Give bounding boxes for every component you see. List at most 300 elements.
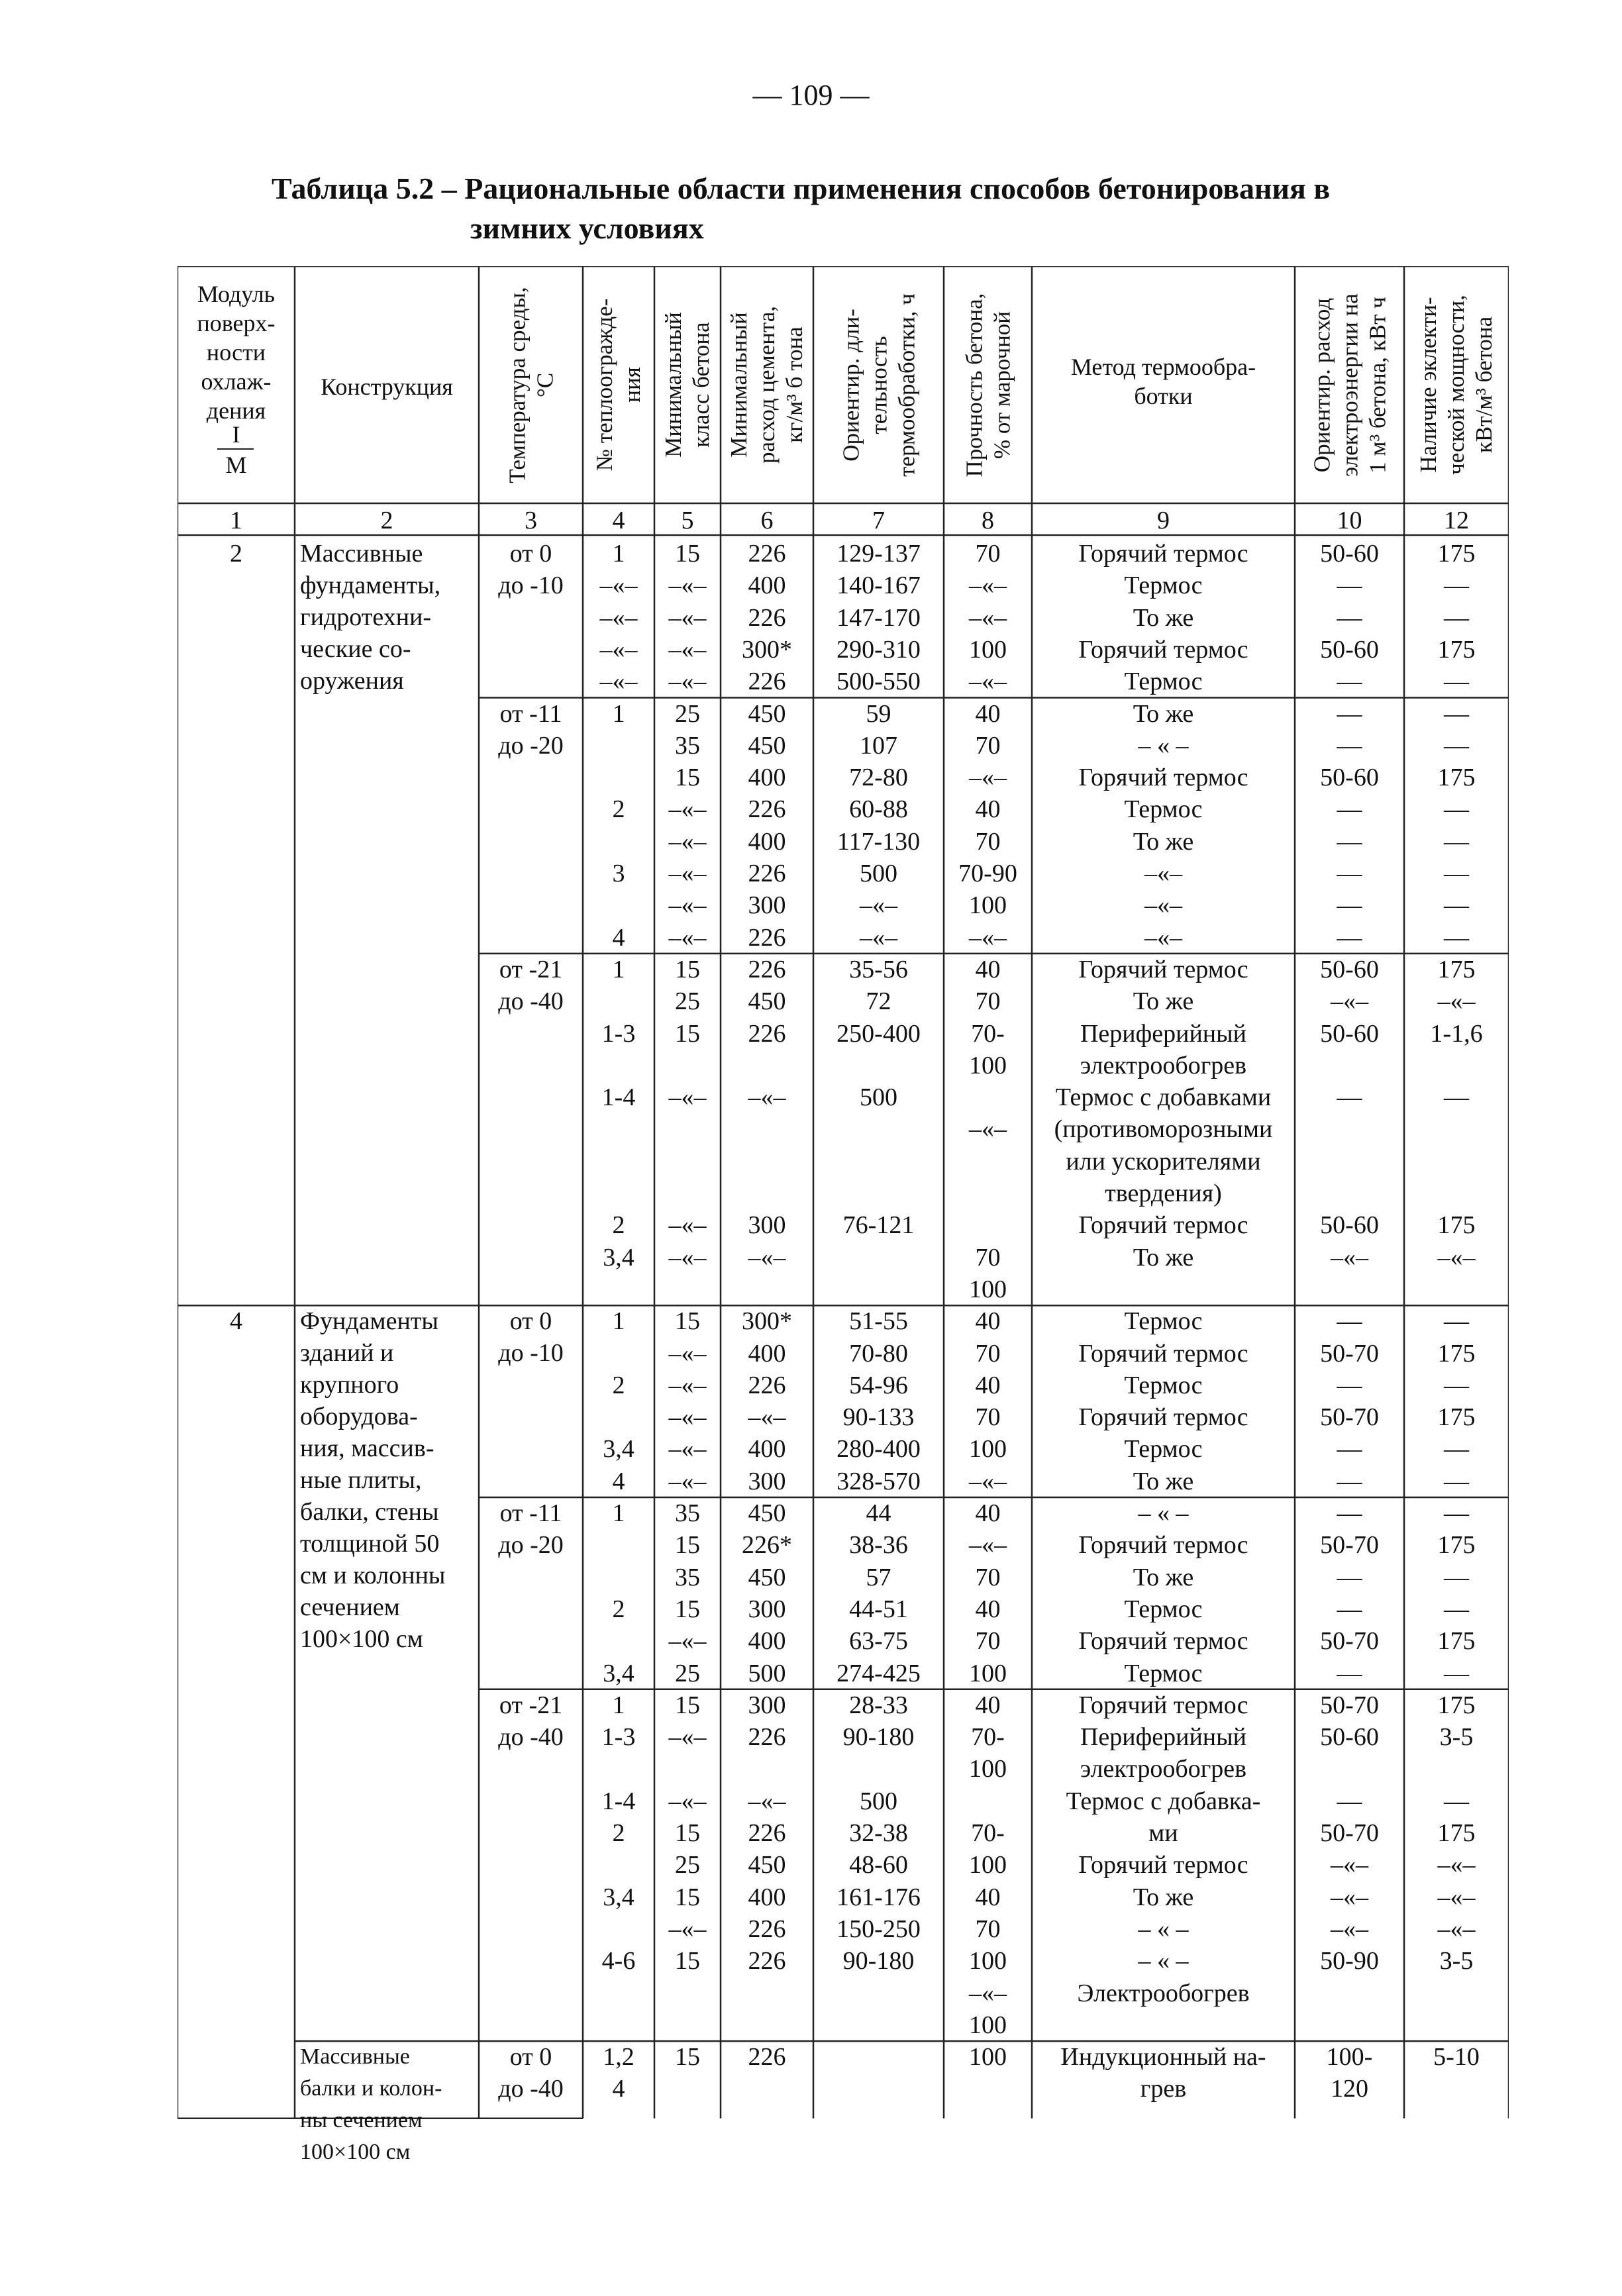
cell: — <box>1444 795 1469 824</box>
cell: 40 <box>975 1883 1001 1911</box>
cell: –«– <box>668 1435 707 1464</box>
cell: 300 <box>748 1595 786 1623</box>
cell: Периферийный <box>1080 1723 1246 1752</box>
cell: 15 <box>675 1307 700 1336</box>
temperature-range: от -21 до -40 <box>498 955 564 1015</box>
cell: 280-400 <box>836 1435 921 1464</box>
cell: — <box>1444 572 1469 600</box>
column-number: 6 <box>760 507 774 534</box>
cell: 90-180 <box>842 1947 915 1975</box>
cell: 15 <box>675 2043 700 2071</box>
cell: –«– <box>668 635 707 664</box>
cell: — <box>1337 1371 1362 1399</box>
cell: — <box>1337 1467 1362 1495</box>
temperature-range: от -21 до -40 <box>498 1691 564 1751</box>
cell: 100 <box>969 1659 1007 1687</box>
header-c10: Ориентир. расход электроэнергии на 1 м³ бетона, кВт ч <box>1308 293 1390 477</box>
cell: –«– <box>969 923 1007 952</box>
cell: 70 <box>975 1403 1001 1432</box>
cell: 15 <box>675 1595 700 1623</box>
cell: 2 <box>612 1211 625 1240</box>
cell: 120 <box>1331 2075 1368 2103</box>
cell: 175 <box>1437 764 1476 792</box>
cell: 15 <box>675 1819 700 1847</box>
cell: 226 <box>748 1371 786 1399</box>
cell: 274-425 <box>836 1659 921 1687</box>
cell: — <box>1337 731 1362 760</box>
column-number: 8 <box>982 507 994 534</box>
cell: твердения) <box>1105 1179 1222 1207</box>
cell: электрообогрев <box>1080 1755 1247 1783</box>
cell: 400 <box>748 764 786 792</box>
cell: –«– <box>860 923 897 952</box>
cell: 226 <box>748 1947 786 1975</box>
cell: 50-60 <box>1320 540 1379 568</box>
cell: 5-10 <box>1433 2043 1480 2071</box>
cell: 1 <box>612 1307 625 1336</box>
cell: 129-137 <box>836 540 921 568</box>
cell: 3-5 <box>1439 1947 1474 1975</box>
column-number: 7 <box>872 507 885 534</box>
cell: 35 <box>675 1499 700 1527</box>
cell: То же <box>1133 699 1194 728</box>
cell: –«– <box>668 1083 707 1112</box>
cell: 500 <box>860 1787 897 1815</box>
cell: Горячий термос <box>1078 540 1248 568</box>
cell: –«– <box>599 635 638 664</box>
cell: 400 <box>748 1435 786 1464</box>
title-line-1: Таблица 5.2 – Рациональные области применения способов бетонирования в <box>272 172 1331 205</box>
column-number: 1 <box>230 507 242 534</box>
cell: 70-80 <box>849 1339 908 1368</box>
cell: 450 <box>748 987 786 1016</box>
cell: 40 <box>975 1499 1001 1527</box>
cell: — <box>1337 827 1362 856</box>
cell: 70 <box>975 1563 1001 1591</box>
cell: 175 <box>1437 540 1476 568</box>
cell: 100- <box>1326 2043 1373 2071</box>
cell: 1-1,6 <box>1430 1019 1483 1048</box>
cell: 1 <box>612 955 625 983</box>
cell: 226 <box>748 2043 786 2071</box>
cell: 44 <box>866 1499 891 1527</box>
cell: То же <box>1133 603 1194 632</box>
cell: 70- <box>971 1723 1005 1752</box>
cell: –«– <box>1144 860 1182 887</box>
column-number: 2 <box>380 507 393 534</box>
temperature-range: от -11 до -20 <box>498 699 564 760</box>
cell: –«– <box>668 1339 707 1368</box>
cell: –«– <box>668 891 707 920</box>
cell: То же <box>1133 827 1194 856</box>
cell: 300 <box>748 1691 786 1719</box>
cell: 100 <box>969 1947 1007 1975</box>
cell: –«– <box>969 1467 1007 1495</box>
header-c5: Минимальный класс бетона <box>660 312 714 458</box>
title-line-2: зимних условиях <box>470 211 704 245</box>
cell: 2 <box>612 1595 625 1623</box>
cell: 15 <box>675 1531 700 1560</box>
cell: 175 <box>1437 1819 1476 1847</box>
cell: 175 <box>1437 955 1476 983</box>
cell: Термос <box>1124 795 1203 824</box>
cell: 70- <box>971 1819 1005 1847</box>
cell: 3 <box>612 860 625 887</box>
cell: 226 <box>748 1819 786 1847</box>
cell: — <box>1337 1787 1362 1815</box>
cell: — <box>1337 1659 1362 1687</box>
cell: Термос <box>1124 1435 1203 1464</box>
cell: 226 <box>748 540 786 568</box>
cell: 150-250 <box>836 1915 921 1943</box>
cell: Термос <box>1124 1659 1203 1687</box>
cell: 100 <box>969 1755 1007 1783</box>
cell: — <box>1337 668 1362 696</box>
cell: 40 <box>975 955 1001 983</box>
cell: –«– <box>668 923 707 952</box>
cell: 300 <box>748 1467 786 1495</box>
cell: 50-90 <box>1320 1947 1379 1975</box>
cell: 400 <box>748 827 786 856</box>
cell: 60-88 <box>849 795 908 824</box>
cell: 15 <box>675 1947 700 1975</box>
cell: 147-170 <box>836 603 921 632</box>
cell: –«– <box>668 795 707 824</box>
cell: 70 <box>975 731 1001 760</box>
cell: Горячий термос <box>1078 955 1248 983</box>
cell: 50-60 <box>1320 635 1379 664</box>
cell: –«– <box>969 1531 1007 1560</box>
cell: 226 <box>748 955 786 983</box>
cell: 35-56 <box>849 955 908 983</box>
cell: 15 <box>675 955 700 983</box>
cell: 54-96 <box>849 1371 908 1399</box>
cell: 50-60 <box>1320 1723 1379 1752</box>
cell: 28-33 <box>849 1691 908 1719</box>
cell: электрообогрев <box>1080 1051 1247 1079</box>
header-c3: Температура среды, °С <box>503 286 558 483</box>
cell: 38-36 <box>849 1531 908 1560</box>
column-number: 9 <box>1157 507 1170 534</box>
header-module-fraction-den: M <box>225 452 247 478</box>
cell: Термос <box>1124 1371 1203 1399</box>
cell: 70 <box>975 1339 1001 1368</box>
cell: 51-55 <box>849 1307 908 1336</box>
cell: — <box>1444 603 1469 632</box>
cell: –«– <box>1437 1915 1476 1943</box>
cell: — <box>1444 699 1469 728</box>
cell: — <box>1444 827 1469 856</box>
temperature-range: от 0 до -10 <box>498 540 564 599</box>
cell: –«– <box>1437 1851 1476 1879</box>
cell: 300* <box>742 1307 792 1336</box>
cell: 3,4 <box>603 1883 634 1911</box>
cell: 40 <box>975 1371 1001 1399</box>
cell: –«– <box>668 603 707 632</box>
cell: 175 <box>1437 1339 1476 1368</box>
cell: –«– <box>668 827 707 856</box>
cell: 90-180 <box>842 1723 915 1752</box>
cell: 40 <box>975 1691 1001 1719</box>
cell: 100 <box>969 1051 1007 1079</box>
cell: Горячий термос <box>1078 1339 1248 1368</box>
cell: 40 <box>975 1307 1001 1336</box>
cell: 107 <box>860 731 897 760</box>
construction-name: Массивные балки и колон- ны сечением 100×100 см <box>300 2044 442 2165</box>
cell: 175 <box>1437 1531 1476 1560</box>
cell: 4 <box>612 2075 625 2103</box>
cell: 226 <box>748 1723 786 1752</box>
column-number: 12 <box>1444 507 1469 534</box>
cell: — <box>1337 1595 1362 1623</box>
cell: Горячий термос <box>1078 1211 1248 1240</box>
cell: 4 <box>612 1467 625 1495</box>
cell: 140-167 <box>836 572 921 600</box>
cell: То же <box>1133 1883 1194 1911</box>
cell: (противоморозными <box>1054 1115 1273 1144</box>
cell: –«– <box>1437 1243 1476 1272</box>
cell: –«– <box>860 891 897 920</box>
cell: 50-60 <box>1320 1019 1379 1048</box>
cell: 100 <box>969 891 1007 920</box>
cell: — <box>1337 699 1362 728</box>
cell: — <box>1444 1595 1469 1623</box>
cell: или ускорителями <box>1066 1147 1261 1175</box>
page-number: — 109 — <box>752 79 870 111</box>
cell: 175 <box>1437 1691 1476 1719</box>
cell: –«– <box>748 1403 786 1432</box>
cell: 450 <box>748 1499 786 1527</box>
cell: 25 <box>675 1851 700 1879</box>
cell: 100 <box>969 1435 1007 1464</box>
cell: Термос <box>1124 668 1203 696</box>
cell: — <box>1337 572 1362 600</box>
cell: 50-60 <box>1320 1211 1379 1240</box>
cell: 40 <box>975 699 1001 728</box>
cell: — <box>1337 1307 1362 1336</box>
cell: Периферийный <box>1080 1019 1246 1048</box>
header-module: Модуль поверх- ности охлаж- дения <box>197 281 276 424</box>
cell: –«– <box>969 1979 1007 2007</box>
cell: 500-550 <box>836 668 921 696</box>
cell: 500 <box>748 1659 786 1687</box>
header-c11: Наличие эклекти- ческой мощности, кВт/м³ бетона <box>1415 295 1497 475</box>
cell: 70 <box>975 540 1001 568</box>
cell: — <box>1444 1307 1469 1336</box>
cell: 300 <box>748 891 786 920</box>
cell: 15 <box>675 764 700 792</box>
column-number: 3 <box>525 507 537 534</box>
cell: 50-70 <box>1320 1531 1379 1560</box>
cell: 50-70 <box>1320 1339 1379 1368</box>
header-method: Метод термообра- ботки <box>1070 354 1256 409</box>
cell: Термос <box>1124 572 1203 600</box>
cell: 2 <box>612 1371 625 1399</box>
cell: –«– <box>1331 1883 1368 1911</box>
cell: — <box>1444 860 1469 887</box>
cell: 59 <box>866 699 891 728</box>
cell: — <box>1444 1371 1469 1399</box>
column-number: 10 <box>1337 507 1362 534</box>
cell: 70 <box>975 1915 1001 1943</box>
cell: –«– <box>748 1243 786 1272</box>
cell: 175 <box>1437 1211 1476 1240</box>
table-title <box>272 169 1464 248</box>
cell: 450 <box>748 1851 786 1879</box>
cell: 300 <box>748 1211 786 1240</box>
cell: 175 <box>1437 1403 1476 1432</box>
cell: –«– <box>1331 1915 1368 1943</box>
cell: 35 <box>675 731 700 760</box>
cell: 2 <box>612 795 625 824</box>
cell: 3-5 <box>1439 1723 1474 1752</box>
cell: –«– <box>668 1627 707 1656</box>
cell: 50-60 <box>1320 764 1379 792</box>
cell: –«– <box>668 1723 707 1752</box>
cell: –«– <box>1331 1851 1368 1879</box>
cell: 1,2 <box>603 2043 634 2071</box>
cell: Термос с добавка- <box>1066 1787 1261 1815</box>
cell: –«– <box>668 1211 707 1240</box>
cell: Горячий термос <box>1078 1531 1248 1560</box>
cell: Горячий термос <box>1078 1403 1248 1432</box>
cell: 175 <box>1437 635 1476 664</box>
cell: 1-4 <box>601 1083 636 1112</box>
cell: –«– <box>969 1115 1007 1144</box>
cell: 500 <box>860 860 897 887</box>
cell: 450 <box>748 699 786 728</box>
cell: грев <box>1140 2075 1187 2103</box>
cell: –«– <box>748 1787 786 1815</box>
cell: 400 <box>748 1339 786 1368</box>
cell: — <box>1444 731 1469 760</box>
cell: –«– <box>1144 891 1182 920</box>
data-table <box>177 266 1509 2193</box>
cell: –«– <box>668 572 707 600</box>
cell: 450 <box>748 1563 786 1591</box>
cell: — <box>1444 1499 1469 1527</box>
cell: 226 <box>748 923 786 952</box>
cell: –«– <box>1437 987 1476 1016</box>
cell: 32-38 <box>849 1819 908 1847</box>
cell: 400 <box>748 572 786 600</box>
cell: То же <box>1133 1243 1194 1272</box>
cell: Горячий термос <box>1078 1851 1248 1879</box>
cell: — <box>1444 1467 1469 1495</box>
cell: –«– <box>1144 923 1182 952</box>
cell: То же <box>1133 1467 1194 1495</box>
cell: Горячий термос <box>1078 1691 1248 1719</box>
cell: 44-51 <box>849 1595 908 1623</box>
cell: — <box>1337 1435 1362 1464</box>
cell: Термос <box>1124 1595 1203 1623</box>
construction-name: Фундаменты зданий и крупного оборудова- ния, массив- ные плиты, балки, стены толщиной 50 см и колонны сечением 100×100 см <box>300 1307 446 1654</box>
cell: 100 <box>969 635 1007 664</box>
cell: 25 <box>675 987 700 1016</box>
cell: –«– <box>668 1371 707 1399</box>
cell: 50-60 <box>1320 955 1379 983</box>
cell: Термос с добавками <box>1055 1083 1272 1112</box>
cell: 76-121 <box>842 1211 915 1240</box>
cell: 117-130 <box>836 827 921 856</box>
cell: 90-133 <box>842 1403 915 1432</box>
cell: –«– <box>599 572 638 600</box>
cell: 226 <box>748 603 786 632</box>
cell: 1 <box>612 699 625 728</box>
cell: Горячий термос <box>1078 635 1248 664</box>
cell: 1-4 <box>601 1787 636 1815</box>
cell: –«– <box>668 668 707 696</box>
cell: –«– <box>1437 1883 1476 1911</box>
cell: — <box>1444 668 1469 696</box>
cell: 63-75 <box>849 1627 908 1656</box>
cell: 226 <box>748 1915 786 1943</box>
cell: 226 <box>748 860 786 887</box>
cell: –«– <box>1331 987 1368 1016</box>
cell: –«– <box>599 603 638 632</box>
cell: – « – <box>1138 1915 1189 1943</box>
cell: 1 <box>612 1499 625 1527</box>
cell: 48-60 <box>849 1851 908 1879</box>
cell: 100 <box>969 1275 1007 1303</box>
cell: –«– <box>668 1787 707 1815</box>
cell: То же <box>1133 987 1194 1016</box>
header-module-fraction-num: I <box>232 421 240 448</box>
cell: 400 <box>748 1883 786 1911</box>
cell: — <box>1444 1435 1469 1464</box>
cell: — <box>1444 1659 1469 1687</box>
cell: 2 <box>612 1819 625 1847</box>
cell: –«– <box>969 572 1007 600</box>
cell: 15 <box>675 1019 700 1048</box>
cell: Горячий термос <box>1078 1627 1248 1656</box>
cell: 72-80 <box>849 764 908 792</box>
cell: 70 <box>975 827 1001 856</box>
cell: — <box>1337 603 1362 632</box>
cell: — <box>1444 891 1469 920</box>
cell: 250-400 <box>836 1019 921 1048</box>
cell: Горячий термос <box>1078 764 1248 792</box>
module-value: 2 <box>230 540 242 568</box>
cell: 50-70 <box>1320 1691 1379 1719</box>
cell: 300* <box>742 635 792 664</box>
cell: 226 <box>748 668 786 696</box>
cell: – « – <box>1138 1499 1189 1527</box>
cell: 4-6 <box>601 1947 636 1975</box>
cell: 328-570 <box>836 1467 921 1495</box>
cell: 1-3 <box>601 1723 636 1752</box>
cell: –«– <box>599 668 638 696</box>
cell: 450 <box>748 731 786 760</box>
cell: 72 <box>866 987 891 1016</box>
cell: 50-70 <box>1320 1627 1379 1656</box>
cell: То же <box>1133 1563 1194 1591</box>
header-c7: Ориентир. дли- тельность термообработки, ч <box>837 293 919 477</box>
cell: — <box>1444 923 1469 952</box>
cell: – « – <box>1138 731 1189 760</box>
module-value: 4 <box>230 1307 242 1336</box>
cell: 226 <box>748 1019 786 1048</box>
cell: — <box>1444 1083 1469 1112</box>
cell: –«– <box>668 1403 707 1432</box>
cell: 70-90 <box>958 860 1017 887</box>
cell: 1 <box>612 540 625 568</box>
cell: 226* <box>742 1531 792 1560</box>
cell: Электрообогрев <box>1077 1979 1250 2007</box>
cell: –«– <box>969 603 1007 632</box>
cell: 290-310 <box>836 635 921 664</box>
cell: 3,4 <box>603 1435 634 1464</box>
